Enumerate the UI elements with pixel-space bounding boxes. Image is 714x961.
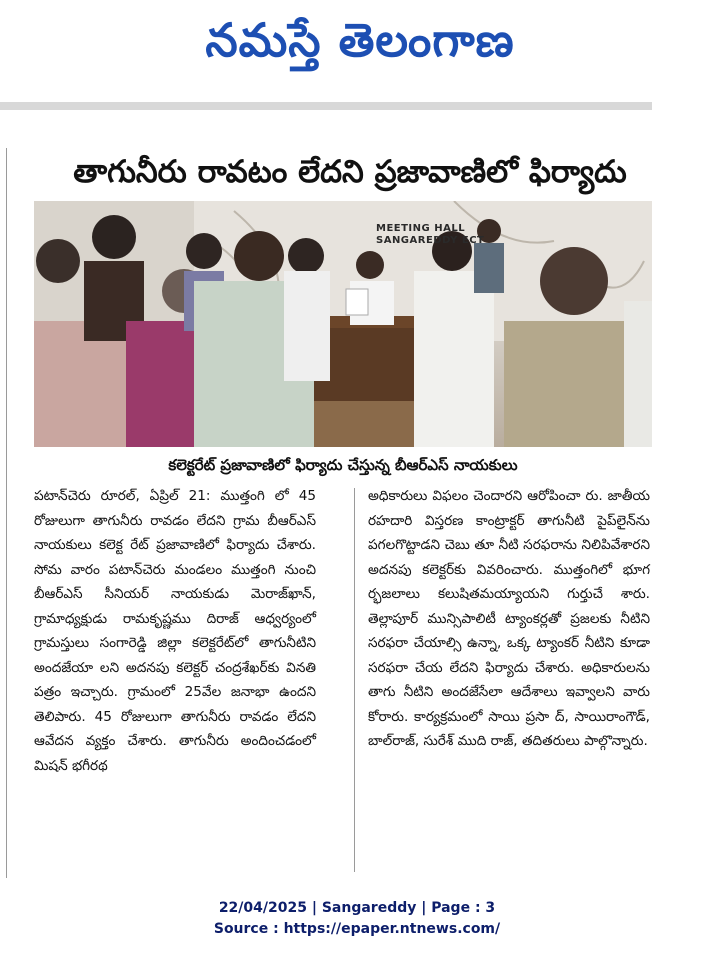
- column-rule-left: [6, 148, 7, 878]
- newspaper-logo: నమస్తే తెలంగాణ: [205, 13, 515, 67]
- news-photo: [34, 201, 652, 447]
- footer-source-link[interactable]: Source : https://epaper.ntnews.com/: [213, 921, 501, 937]
- photo-caption: కలెక్టరేట్ ప్రజావాణిలో ఫిర్యాదు చేస్తున్న బీఆర్ఎస్ నాయకులు: [168, 456, 518, 474]
- article-headline: తాగునీరు రావటం లేదని ప్రజావాణిలో ఫిర్యాదు: [73, 154, 627, 190]
- masthead: [0, 0, 714, 80]
- article-body-column-right: అధికారులు విఫలం చెందారని ఆరోపించా రు. జాతీయ రహదారి విస్తరణ కాంట్రాక్టర్ తాగునీటి పైప్‌లైన్‌ను పగలగొట్టాడని చెబు తూ నీటి సరఫరాను నిలిపివేశారని అదనపు కలెక్టర్‌కు వివరించారు. ముత్తంగిలో భూగ ర్భజలాలు కలుషితమయ్యాయని గుర్తుచే శారు. తెల్లాపూర్ మున్సిపాలిటీ ట్యాంకర్లతో ప్రజలకు నీటిని సరఫరా చేయాల్సి ఉన్నా, ఒక్క ట్యాంకర్ నీటిని కూడా సరఫరా చేయ లేదని ఫిర్యాదు చేశారు. అధికారులను తాగు నీటిని అందజేసేలా ఆదేశాలు ఇవ్వాలని వారు కోరారు. కార్యక్రమంలో సాయి ప్రసా ద్, సాయిరాంగౌడ్, బాల్‌రాజ్, సురేశ్ ముది రాజ్, తదితరులు పాల్గొన్నారు.: [368, 488, 650, 749]
- page-footer: [0, 898, 714, 940]
- footer-edition-info: 22/04/2025 | Sangareddy | Page : 3: [218, 900, 496, 916]
- masthead-divider: [0, 102, 652, 110]
- column-divider: [354, 488, 355, 872]
- meeting-hall-sign: MEETING HALL SANGAREDDY ECT: [376, 223, 485, 246]
- article-body-column-left: పటాన్‌చెరు రూరల్, ఏప్రిల్ 21: ముత్తంగి లో 45 రోజులుగా తాగునీరు రావడం లేదని గ్రామ బీఆర్ఎస్ నాయకులు కలెక్ట రేట్ ప్రజావాణిలో ఫిర్యాదు చేశారు. సోమ వారం పటాన్‌చెరు మండలం ముత్తంగి నుంచి బీఆర్ఎస్ సీనియర్ నాయకుడు మెరాజ్‌ఖాన్, గ్రామాధ్యక్షుడు రామకృష్ణము దిరాజ్ ఆధ్వర్యంలో గ్రామస్తులు సంగారెడ్డి జిల్లా కలెక్టరేట్‌లో తాగునీటిని అందజేయా లని అదనపు కలెక్టర్ చంద్రశేఖర్‌కు వినతి పత్రం ఇచ్చారు. గ్రామంలో 25వేల జనాభా ఉందని తెలిపారు. 45 రోజులుగా తాగునీరు రావడం లేదని ఆవేదన వ్యక్తం చేశారు. తాగునీరు అందించడంలో మిషన్ భగీరథ: [34, 488, 316, 774]
- news-photo-illustration: [34, 201, 652, 447]
